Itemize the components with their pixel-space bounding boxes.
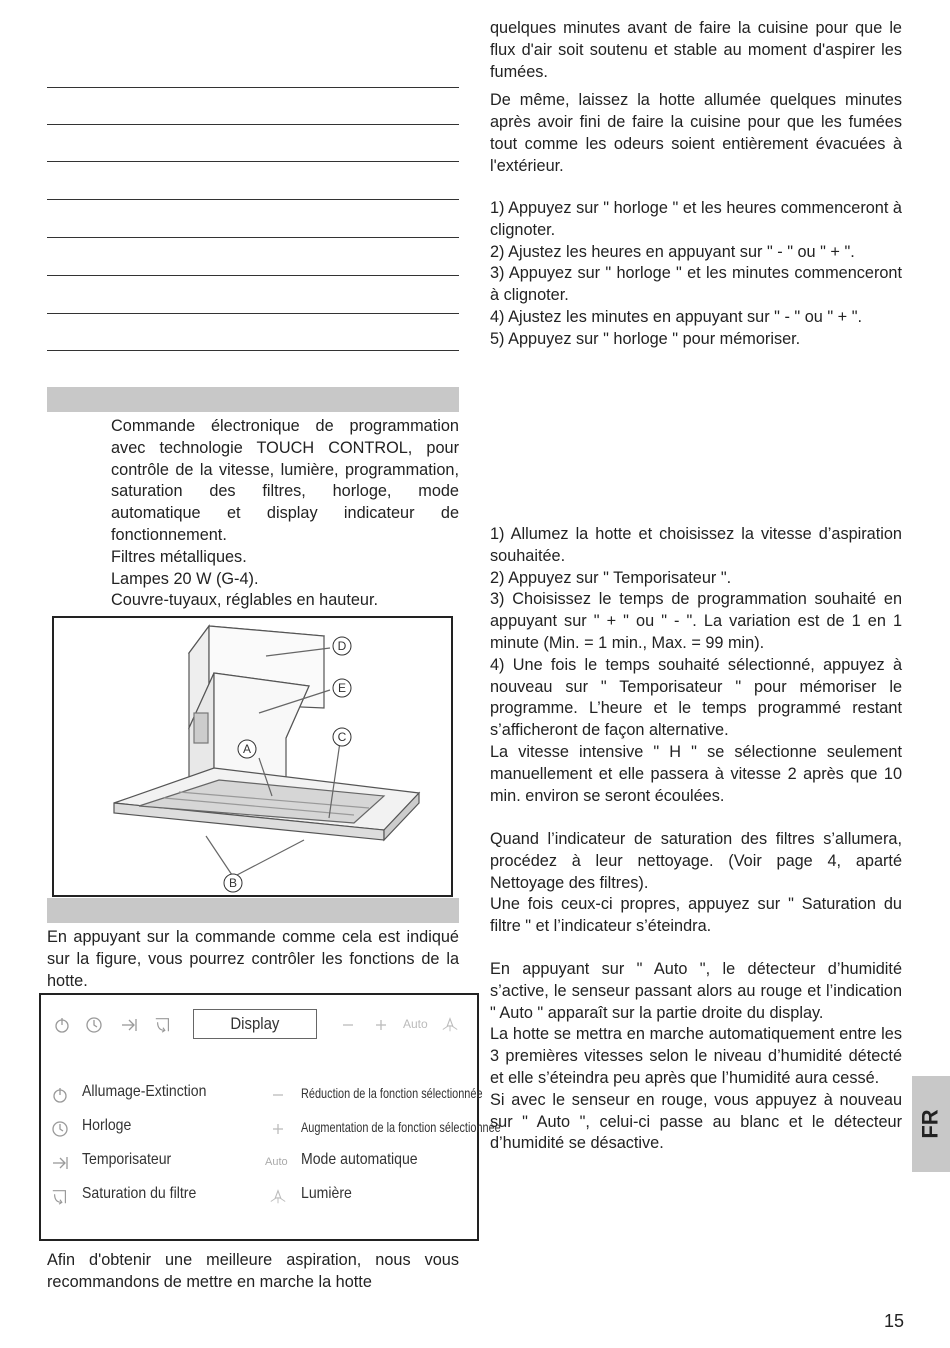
display-label: Display bbox=[230, 1014, 280, 1033]
clock-icon[interactable] bbox=[85, 1016, 103, 1034]
filter-icon[interactable] bbox=[154, 1016, 172, 1034]
step: 1) Appuyez sur " horloge " et les heures commenceront à clignoter. bbox=[490, 199, 902, 239]
legend-label: Saturation du filtre bbox=[82, 1185, 197, 1202]
blank-line bbox=[47, 275, 459, 276]
legend-label: Lumière bbox=[301, 1185, 352, 1202]
section-header-bar bbox=[47, 387, 459, 412]
blank-line bbox=[47, 161, 459, 162]
aspiration-text bbox=[47, 1250, 459, 1294]
legend-label: Augmentation de la fonction sélectionnée bbox=[301, 1119, 501, 1135]
control-panel bbox=[39, 993, 501, 1241]
feature-item: Lampes 20 W (G-4). bbox=[111, 569, 259, 588]
step: 4) Une fois le temps souhaité sélectionné, appuyez à nouveau sur " Temporisateur " pour mémoriser le programme. L’heure et le temps programmé restant s’afficheront de façon alternative. bbox=[490, 655, 902, 740]
feature-item: Couvre-tuyaux, réglables en hauteur. bbox=[111, 591, 378, 610]
display-box bbox=[193, 1009, 317, 1039]
paragraph: Si avec le senseur en rouge, vous appuyez à nouveau sur " Auto ", celui-ci passe au blanc et le détecteur d’humidité se désactive. bbox=[490, 1090, 902, 1153]
paragraph: En appuyant sur " Auto ", le détecteur d’humidité s’active, le senseur passant alors au rouge et l’indication " Auto " apparaît sur la partie droite du display. bbox=[490, 960, 902, 1022]
aspiration-paragraph: Afin d'obtenir une meilleure aspiration, nous vous recommandons de mettre en marche la hotte bbox=[47, 1251, 459, 1291]
language-tab-label: FR bbox=[917, 1109, 943, 1139]
paragraph: De même, laissez la hotte allumée quelques minutes après avoir fini de faire la cuisine pour que les fumées tout comme les odeurs soient entièrement évacuées à l'extérieur. bbox=[490, 91, 902, 175]
callout-b: B bbox=[228, 876, 238, 890]
callout-d: D bbox=[337, 639, 347, 653]
paragraph: La hotte se mettra en marche automatiquement entre les 3 premières vitesses selon le niveau d’humidité détecté et elle s’éteindra peu après que l’humidité aura cessé. bbox=[490, 1025, 902, 1087]
step: La vitesse intensive " H " se sélectionne seulement manuellement et elle passera à vitesse 2 après que 10 min. environ se seront écoulées. bbox=[490, 742, 902, 805]
callout-a: A bbox=[242, 742, 252, 756]
blank-line bbox=[47, 237, 459, 238]
features-list bbox=[111, 416, 459, 612]
step: 1) Allumez la hotte et choisissez la vitesse d’aspiration souhaitée. bbox=[490, 525, 902, 565]
feature-item: Filtres métalliques. bbox=[111, 547, 247, 566]
blank-line bbox=[47, 87, 459, 88]
timer-icon bbox=[51, 1154, 69, 1172]
paragraph: Une fois ceux-ci propres, appuyez sur " Saturation du filtre " et l’indicateur s’éteindra. bbox=[490, 895, 902, 936]
step: 4) Ajustez les minutes en appuyant sur " - " ou " + ". bbox=[490, 307, 862, 326]
step: 2) Ajustez les heures en appuyant sur " - " ou " + ". bbox=[490, 242, 855, 261]
hood-drawing bbox=[54, 618, 451, 895]
blank-line bbox=[47, 313, 459, 314]
right-intro bbox=[490, 18, 902, 178]
plus-icon bbox=[269, 1120, 287, 1138]
power-icon[interactable] bbox=[53, 1016, 71, 1034]
minus-icon bbox=[269, 1086, 287, 1104]
step: 3) Choisissez le temps de programmation souhaité en appuyant sur " + " ou " - ". La variation est de 1 en 1 minute (Min. = 1 min., Max. = 99 min). bbox=[490, 590, 902, 652]
auto-icon: Auto bbox=[265, 1156, 288, 1168]
timer-steps bbox=[490, 524, 902, 807]
callout-e: E bbox=[337, 681, 347, 695]
light-icon bbox=[269, 1188, 287, 1206]
hood-figure bbox=[52, 616, 453, 897]
blank-line bbox=[47, 124, 459, 125]
auto-mode-text bbox=[490, 959, 902, 1155]
step: 2) Appuyez sur " Temporisateur ". bbox=[490, 568, 732, 587]
step: 3) Appuyez sur " horloge " et les minutes commenceront à clignoter. bbox=[490, 264, 902, 305]
feature-item: Commande électronique de programmation avec technologie TOUCH CONTROL, pour contrôle de la vitesse, lumière, programmation, saturation des filtres, horloge, mode automatique et display indicateur de fonctionnement. bbox=[111, 417, 459, 544]
blank-line bbox=[47, 199, 459, 200]
minus-icon[interactable] bbox=[339, 1016, 357, 1034]
clock-icon bbox=[51, 1120, 69, 1138]
legend-label: Temporisateur bbox=[82, 1151, 172, 1168]
control-intro-text: En appuyant sur la commande comme cela est indiqué sur la figure, vous pourrez contrôler les fonctions de la hotte. bbox=[47, 928, 459, 990]
language-tab bbox=[912, 1076, 950, 1172]
clock-steps bbox=[490, 198, 902, 351]
filter-icon bbox=[51, 1188, 69, 1206]
legend-label: Allumage-Extinction bbox=[82, 1083, 207, 1100]
filter-saturation-text bbox=[490, 829, 902, 938]
plus-icon[interactable] bbox=[372, 1016, 390, 1034]
paragraph: Quand l’indicateur de saturation des filtres s’allumera, procédez à leur nettoyage. (Voir page 4, aparté Nettoyage des filtres). bbox=[490, 830, 902, 892]
auto-icon[interactable]: Auto bbox=[403, 1017, 428, 1031]
callout-c: C bbox=[337, 730, 347, 744]
legend-label: Réduction de la fonction sélectionnée bbox=[301, 1085, 483, 1101]
blank-line bbox=[47, 350, 459, 351]
step: 5) Appuyez sur " horloge " pour mémoriser. bbox=[490, 329, 801, 348]
legend-label: Horloge bbox=[82, 1117, 132, 1134]
power-icon bbox=[51, 1086, 69, 1104]
legend-label: Mode automatique bbox=[301, 1151, 418, 1168]
control-intro bbox=[47, 927, 459, 992]
timer-icon[interactable] bbox=[120, 1016, 138, 1034]
page-number: 15 bbox=[884, 1311, 905, 1331]
paragraph: quelques minutes avant de faire la cuisine pour que le flux d'air soit soutenu et stable au moment d'aspirer les fumées. bbox=[490, 19, 902, 81]
section-header-bar bbox=[47, 898, 459, 923]
light-icon[interactable] bbox=[441, 1016, 459, 1034]
